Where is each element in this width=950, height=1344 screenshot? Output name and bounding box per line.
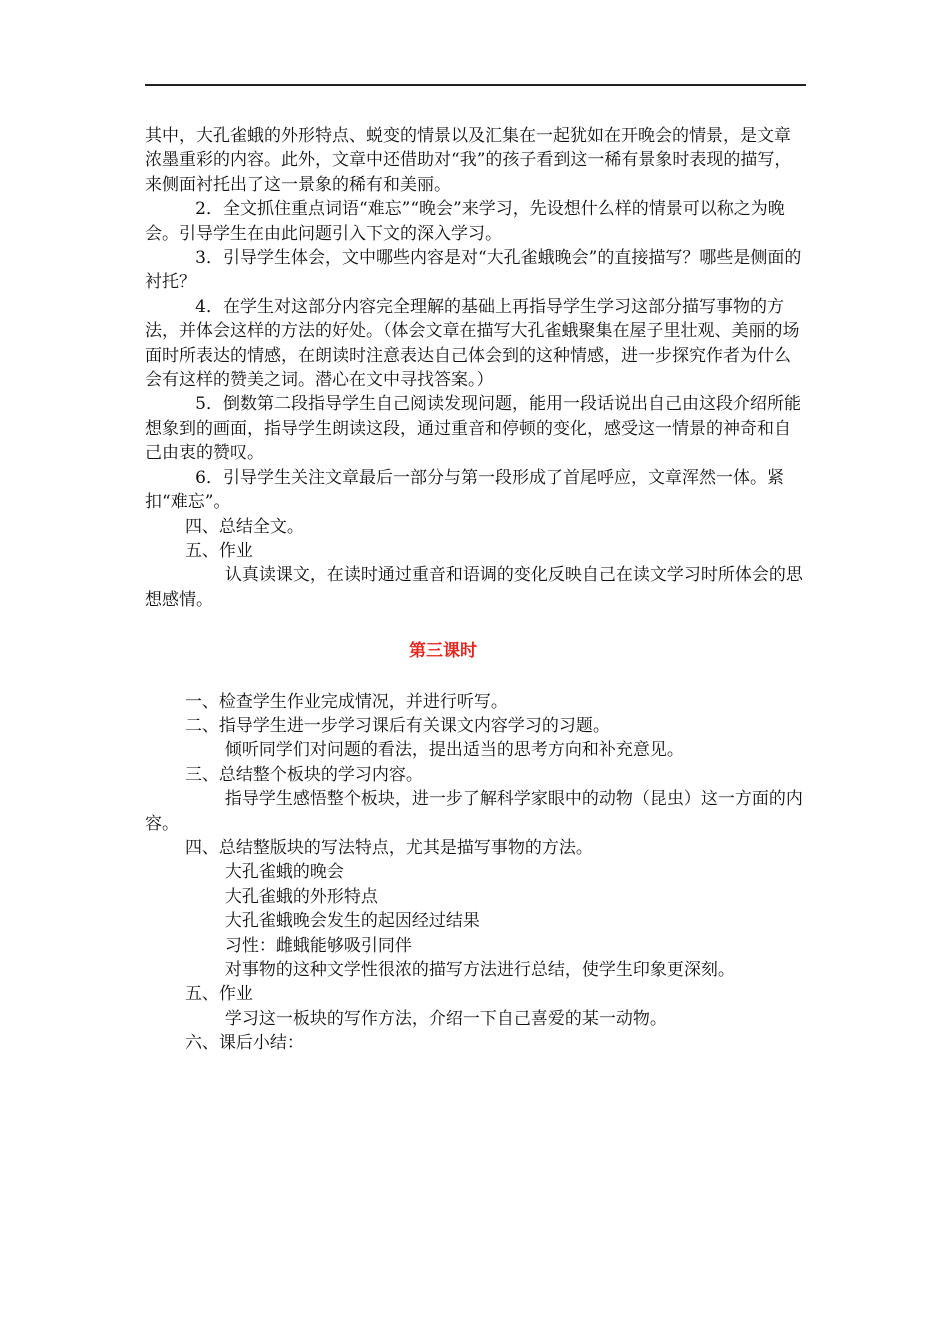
- homework-paragraph: 认真读课文，在读时通过重音和语调的变化反映自己在读文学习时所体会的思想感情。: [145, 565, 803, 610]
- homework-heading: 五、作业: [184, 540, 253, 561]
- step-5-paragraph: 5．倒数第二段指导学生自己阅读发现问题，能用一段话说出自己由这段介绍所能想象到的画面，指导学生朗读这段，通过重音和停顿的变化，感受这一情景的神奇和自己由衷的赞叹。: [145, 394, 801, 464]
- lesson3-item-4-line-5: 对事物的这种文学性很浓的描写方法进行总结，使学生印象更深刻。: [224, 960, 735, 980]
- lesson3-item-3: 三、总结整个板块的学习内容。: [184, 764, 423, 785]
- lesson3-item-4-line-1: 大孔雀蛾的晚会: [224, 862, 344, 883]
- lesson3-item-1: 一、检查学生作业完成情况，并进行听写。: [184, 691, 508, 712]
- lesson3-item-4-line-2: 大孔雀蛾的外形特点: [224, 886, 378, 907]
- lesson3-item-4-line-3: 大孔雀蛾晚会发生的起因经过结果: [224, 911, 480, 932]
- lesson3-item-6: 六、课后小结：: [184, 1033, 304, 1054]
- document-body: [145, 124, 806, 1056]
- step-3-paragraph: 3．引导学生体会，文中哪些内容是对“大孔雀蛾晚会”的直接描写？哪些是侧面的衬托？: [145, 248, 802, 293]
- lesson3-item-4: 四、总结整版块的写法特点，尤其是描写事物的方法。: [184, 837, 593, 858]
- lesson3-item-2: 二、指导学生进一步学习课后有关课文内容学习的习题。: [184, 715, 610, 736]
- lesson3-item-5: 五、作业: [184, 984, 253, 1005]
- lesson3-item-4-line-4: 习性：雌蛾能够吸引同伴: [224, 935, 412, 956]
- intro-paragraph: 其中，大孔雀蛾的外形特点、蜕变的情景以及汇集在一起犹如在开晚会的情景，是文章浓墨重彩的内容。此外，文章中还借助对“我”的孩子看到这一稀有景象时表现的描写，来侧面衬托出了这一景象的稀有和美丽。: [145, 126, 792, 195]
- lesson3-item-2-detail: 倾听同学们对问题的看法，提出适当的思考方向和补充意见。: [224, 740, 684, 761]
- step-2-paragraph: 2．全文抓住重点词语“难忘”“晚会”来学习，先设想什么样的情景可以称之为晚会。引导学生在由此问题引入下文的深入学习。: [145, 199, 785, 244]
- lesson3-item-5-detail: 学习这一板块的写作方法，介绍一下自己喜爱的某一动物。: [224, 1008, 667, 1029]
- lesson3-item-3-detail: 指导学生感悟整个板块，进一步了解科学家眼中的动物（昆虫）这一方面的内容。: [145, 789, 803, 834]
- section-title: 第三课时: [409, 641, 477, 662]
- header-rule: [145, 84, 806, 86]
- summary-item: 四、总结全文。: [184, 516, 304, 537]
- step-4-paragraph: 4．在学生对这部分内容完全理解的基础上再指导学生学习这部分描写事物的方法，并体会这样的方法的好处。（体会文章在描写大孔雀蛾聚集在屋子里壮观、美丽的场面时所表达的情感，在朗读时注意表达自己体会到的这种情感，进一步探究作者为什么会有这样的赞美之词。潜心在文中寻找答案。）: [145, 296, 800, 391]
- step-6-paragraph: 6．引导学生关注文章最后一部分与第一段形成了首尾呼应，文章浑然一体。紧扣“难忘”。: [145, 467, 784, 513]
